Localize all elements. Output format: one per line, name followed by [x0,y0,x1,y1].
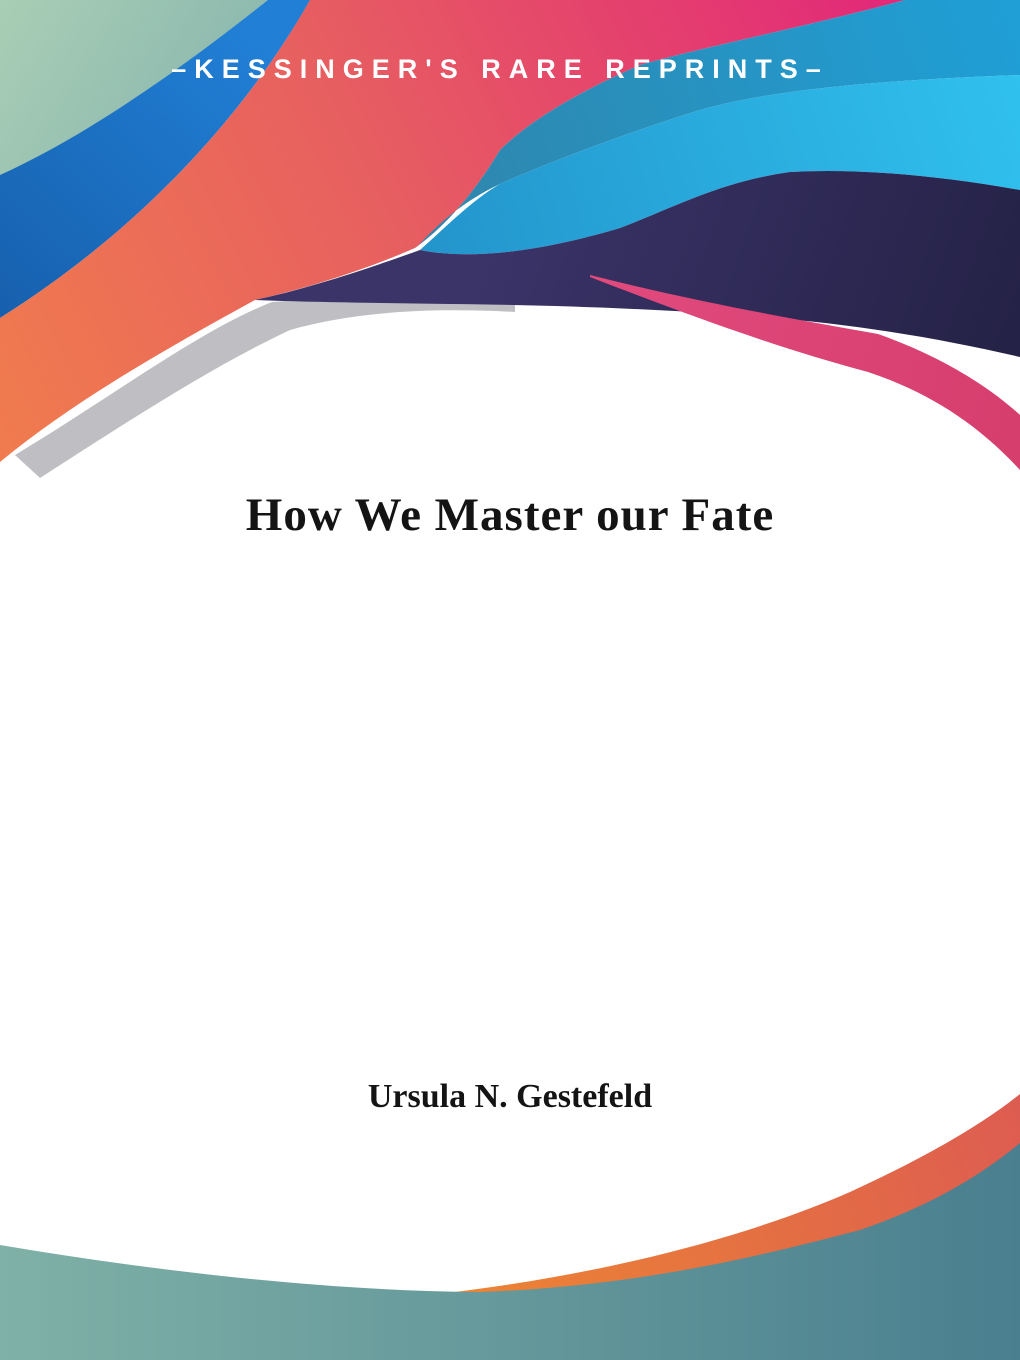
book-title: How We Master our Fate [245,489,775,541]
bottom-teal-swoosh [0,1143,1020,1360]
book-author: Ursula N. Gestefeld [367,1078,653,1115]
imprint-line: –KESSINGER'S RARE REPRINTS– [171,54,829,84]
